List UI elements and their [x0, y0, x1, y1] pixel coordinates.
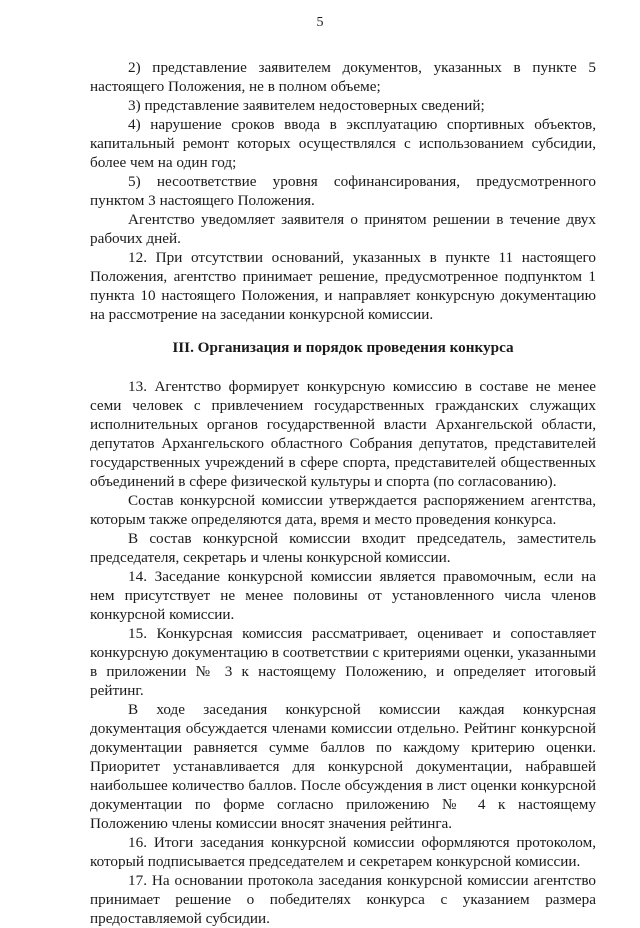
paragraph-item-14: 14. Заседание конкурсной комиссии является правомочным, если на нем присутствует не менее половины от установленного числа членов конкурсной комиссии.: [90, 568, 596, 623]
paragraph-commission-composition: Состав конкурсной комиссии утверждается распоряжением агентства, которым также определяются дата, время и место проведения конкурса.: [90, 492, 596, 528]
paragraph-clause-5: 5) несоответствие уровня софинансирования, предусмотренного пунктом 3 настоящего Положения.: [90, 173, 596, 209]
paragraph-clause-3: 3) представление заявителем недостоверных сведений;: [128, 97, 485, 114]
paragraph-commission-members: В состав конкурсной комиссии входит председатель, заместитель председателя, секретарь и члены конкурсной комиссии.: [90, 530, 596, 566]
paragraph-clause-2: 2) представление заявителем документов, указанных в пункте 5 настоящего Положения, не в полном объеме;: [90, 59, 596, 95]
paragraph-item-17: 17. На основании протокола заседания конкурсной комиссии агентство принимает решение о победителях конкурса с указанием размера предоставляемой субсидии.: [90, 872, 596, 927]
document-body: [90, 58, 596, 928]
section-heading: III. Организация и порядок проведения конкурса: [172, 339, 514, 356]
paragraph-rating: В ходе заседания конкурсной комиссии каждая конкурсная документация обсуждается членами комиссии отдельно. Рейтинг конкурсной документации равняется сумме баллов по каждому критерию оценки. Приоритет устанавливается для конкурсной документации, набравшей наибольшее количество баллов. После обсуждения в лист оценки конкурсной документации по форме согласно приложению № 4 к настоящему Положению члены комиссии вносят значения рейтинга.: [90, 701, 596, 832]
paragraph-clause-4: 4) нарушение сроков ввода в эксплуатацию спортивных объектов, капитальный ремонт которых осуществлялся с использованием субсидии, более чем на один год;: [90, 116, 596, 171]
paragraph-item-15: 15. Конкурсная комиссия рассматривает, оценивает и сопоставляет конкурсную документацию в соответствии с критериями оценки, указанными в приложении № 3 к настоящему Положению, и определяет итоговый рейтинг.: [90, 625, 596, 699]
paragraph-notification: Агентство уведомляет заявителя о принятом решении в течение двух рабочих дней.: [90, 211, 596, 247]
paragraph-item-13: 13. Агентство формирует конкурсную комиссию в составе не менее семи человек с привлечением государственных гражданских служащих исполнительных органов государственной власти Архангельской области, депутатов Архангельского областного Собрания депутатов, представителей государственных учреждений в сфере спорта, представителей общественных объединений в сфере физической культуры и спорта (по согласованию).: [90, 378, 596, 490]
page-number: 5: [316, 15, 324, 30]
paragraph-item-16: 16. Итоги заседания конкурсной комиссии оформляются протоколом, который подписывается председателем и секретарем конкурсной комиссии.: [90, 834, 596, 870]
paragraph-item-12: 12. При отсутствии оснований, указанных в пункте 11 настоящего Положения, агентство принимает решение, предусмотренное подпунктом 1 пункта 10 настоящего Положения, и направляет конкурсную документацию на рассмотрение на заседании конкурсной комиссии.: [90, 249, 596, 323]
